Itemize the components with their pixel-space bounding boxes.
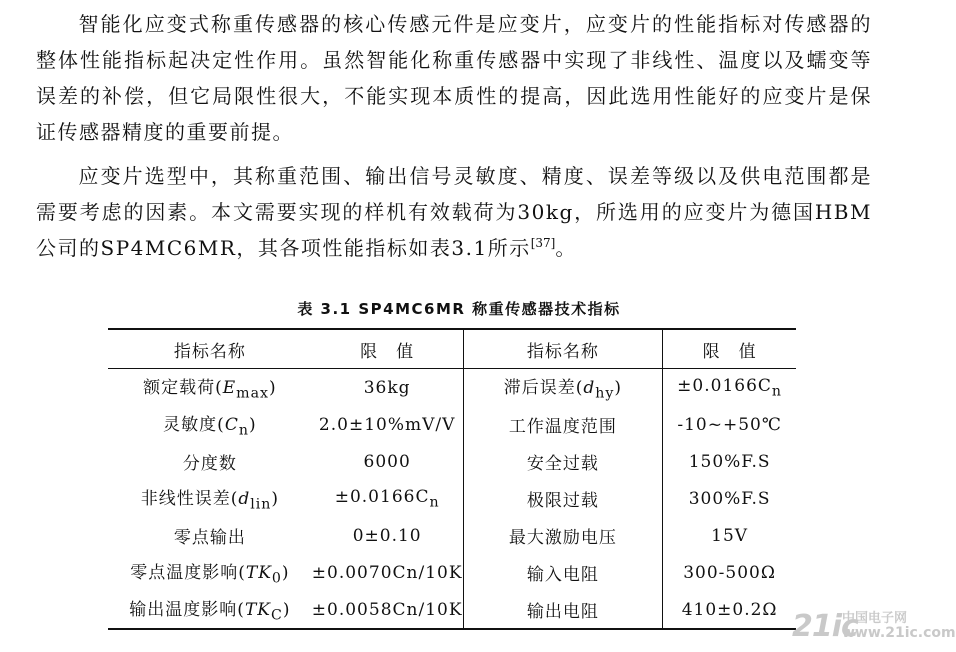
watermark-logo: 21ic 中国电子网 www.21ic.com [792, 609, 956, 644]
cell-name: 输出温度影响$(TK_C)$ [129, 600, 291, 624]
cell-value: ±0.0070Cn/10K [311, 562, 463, 583]
cell-name: 极限过载 [463, 480, 663, 517]
cell-value: 2.0±10%mV/V [318, 414, 456, 435]
cell-value: -10~+50℃ [663, 406, 796, 443]
paragraph-2-text: 应变片选型中，其称重范围、输出信号灵敏度、精度、误差等级以及供电范围都是需要考虑的因素。本文需要实现的样机有效载荷为30kg，所选用的应变片为德国HBM公司的SP4MC6MR，其各项性能指标如表3.1所示 [36, 164, 872, 260]
cell-value: $\pm 0.0166C_n$ [334, 486, 440, 511]
cell-name: 输出电阻 [463, 591, 663, 629]
cell-name: 工作温度范围 [463, 406, 663, 443]
cell-value: 300-500Ω [663, 554, 796, 591]
cell-name: 额定载荷$(E_{max})$ [143, 378, 277, 402]
cell-value: 150%F.S [663, 443, 796, 480]
table-row [108, 517, 796, 554]
cell-name: 灵敏度$(C_n)$ [163, 415, 257, 439]
table-row [108, 591, 796, 629]
cell-value: 0±0.10 [352, 525, 422, 546]
cell-value: 15V [663, 517, 796, 554]
cell-name: 分度数 [182, 454, 237, 474]
cell-value: 410±0.2Ω [663, 591, 796, 629]
table-row [108, 480, 796, 517]
cell-name: 非线性误差$(d_{lin})$ [140, 489, 280, 513]
cell-name: 滞后误差$(d_{hy})$ [463, 369, 663, 407]
cell-name: 零点输出 [173, 528, 246, 548]
table-row [108, 406, 796, 443]
header-value-1: 限 值 [312, 329, 463, 369]
header-value-2: 限 值 [663, 329, 796, 369]
table-header-row [108, 329, 796, 369]
cell-name: 输入电阻 [463, 554, 663, 591]
spec-table [108, 328, 796, 630]
cell-name: 安全过载 [463, 443, 663, 480]
paragraph-1 [36, 6, 872, 150]
citation: [37] [530, 236, 556, 250]
paragraph-1-text: 智能化应变式称重传感器的核心传感元件是应变片，应变片的性能指标对传感器的整体性能指标起决定性作用。虽然智能化称重传感器中实现了非线性、温度以及蠕变等误差的补偿，但它局限性很大，不能实现本质性的提高，因此选用性能好的应变片是保证传感器精度的重要前提。 [36, 12, 872, 144]
cell-name: 零点温度影响$(TK_0)$ [130, 563, 290, 587]
cell-value: 6000 [363, 451, 411, 472]
table-row [108, 554, 796, 591]
cell-value: 36kg [363, 377, 411, 398]
table-caption: 表 3.1 SP4MC6MR 称重传感器技术指标 [297, 300, 621, 318]
paragraph-2 [36, 158, 872, 266]
table-row [108, 369, 796, 407]
cell-name: 最大激励电压 [463, 517, 663, 554]
table-row [108, 443, 796, 480]
cell-value: $\pm 0.0166C_n$ [663, 369, 796, 407]
cell-value: 300%F.S [663, 480, 796, 517]
cell-value: ±0.0058Cn/10K [311, 599, 463, 620]
header-name-1: 指标名称 [108, 329, 312, 369]
paragraph-2-end: 。 [555, 236, 577, 260]
header-name-2: 指标名称 [463, 329, 663, 369]
